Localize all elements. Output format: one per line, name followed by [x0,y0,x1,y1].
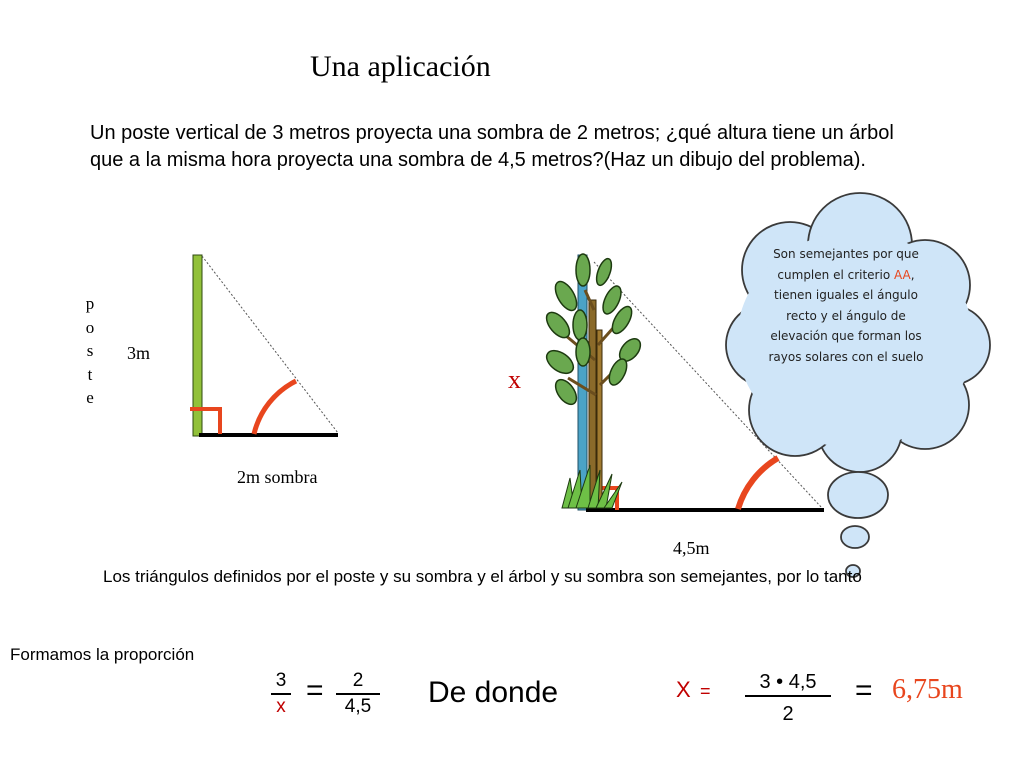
tree-shadow-label: 4,5m [673,538,710,558]
poste-letter: e [86,388,94,407]
x-variable: X [676,677,691,702]
bubble-text-before: Son semejantes por que cumplen el criterio [773,247,919,282]
fraction-numerator: 3 [271,670,291,695]
final-result: 6,75m [892,674,963,705]
poste-letter: t [87,364,93,384]
fraction-numerator: 3 • 4,5 [745,671,831,697]
tree-elevation-angle-arc [738,458,778,509]
poste-letter: p [85,294,95,313]
poste-vertical-label [82,292,98,410]
slide-title: Una aplicación [310,50,491,83]
poste-letter: s [86,341,94,360]
tree-unknown-label: x [508,365,521,394]
pole-triangle [190,255,338,436]
bubble-text-highlight: AA [893,267,911,282]
fraction-solution [745,671,831,726]
problem-statement: Un poste vertical de 3 metros proyecta una sombra de 2 metros; ¿qué altura tiene un árbol que a la misma hora proyecta una sombra de 4,5 metros?(Haz un dibujo del problema). [90,122,894,171]
pole-elevation-angle-arc [254,381,296,434]
poste-letter: o [85,317,95,337]
de-donde-text: De donde [428,676,559,709]
x-equals-sign: = [700,681,711,701]
bubble-text-after: , tienen iguales el ángulo recto y el ángulo de elevación que forman los rayos solares con el suelo [768,267,924,364]
fraction-numerator: 2 [336,670,380,695]
pole-shadow-label: 2m sombra [237,467,318,487]
thought-bubble-text [766,244,926,367]
proportion-intro: Formamos la proporción [10,645,195,664]
pole-height-label: 3m [127,343,151,363]
equals-sign-final: = [855,674,873,707]
fraction-3-over-x [271,670,291,718]
equals-sign: = [306,674,324,707]
fraction-denominator: 4,5 [344,696,372,717]
tree-illustration [542,254,644,508]
pole-hypotenuse [202,256,338,433]
fraction-denominator: x [276,696,286,717]
fraction-2-over-4-5 [336,670,380,718]
conclusion-text: Los triángulos definidos por el poste y su sombra y el árbol y su sombra son semejantes, por lo tanto [103,567,862,586]
fraction-denominator: 2 [782,703,794,725]
